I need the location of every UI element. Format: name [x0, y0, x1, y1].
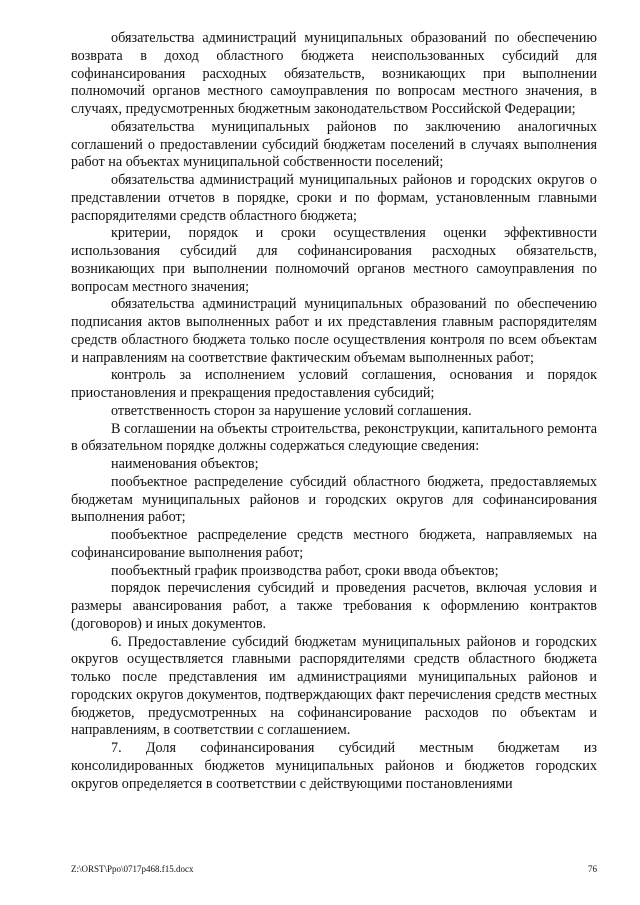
- paragraph: обязательства администраций муниципальных образований по обеспечению возврата в доход областного бюджета неиспользованных субсидий для софинансирования расходных обязательств, возникающих при выполнении полномочий органов местного самоуправления по вопросам местного значения, в случаях, предусмотренных бюджетным законодательством Российской Федерации;: [71, 30, 597, 117]
- paragraph: критерии, порядок и сроки осуществления оценки эффективности использования субсидий для софинансирования расходных обязательств, возникающих при выполнении полномочий органов местного самоуправления по вопросам местного значения;: [71, 225, 597, 295]
- paragraph: 6. Предоставление субсидий бюджетам муниципальных районов и городских округов осуществляется главными распорядителями средств областного бюджета только после представления им администрациями муниципальных районов и городских округов документов, подтверждающих факт перечисления средств местных бюджетов, предусмотренных на софинансирование расходов по объектам и направлениям, в соответствии с соглашением.: [71, 633, 597, 739]
- paragraph: обязательства муниципальных районов по заключению аналогичных соглашений о предоставлении субсидий бюджетам поселений в случаях выполнения работ на объектах муниципальной собственности поселений;: [71, 118, 597, 171]
- paragraph: контроль за исполнением условий соглашения, основания и порядок приостановления и прекращения предоставления субсидий;: [71, 367, 597, 401]
- paragraph: обязательства администраций муниципальных образований по обеспечению подписания актов выполненных работ и их представления главным распорядителям средств областного бюджета только после осуществления контроля по всем объектам и направлениям на соответствие фактическим объемам выполненных работ;: [71, 296, 597, 366]
- paragraph: наименования объектов;: [111, 456, 259, 472]
- paragraph: пообъектный график производства работ, сроки ввода объектов;: [111, 562, 499, 579]
- paragraph: порядок перечисления субсидий и проведения расчетов, включая условия и размеры авансирования работ, а также требования к оформлению контрактов (договоров) и иных документов.: [71, 580, 597, 632]
- document-body: [71, 30, 597, 793]
- paragraph: ответственность сторон за нарушение условий соглашения.: [111, 402, 472, 419]
- paragraph: 7. Доля софинансирования субсидий местным бюджетам из консолидированных бюджетов муниципальных районов и бюджетов городских округов определяется в соответствии с действующими постановлениями: [71, 740, 597, 792]
- paragraph: В соглашении на объекты строительства, реконструкции, капитального ремонта в обязательном порядке должны содержаться следующие сведения:: [71, 420, 597, 455]
- footer-file-path: Z:\ORST\Ppo\0717p468.f15.docx: [71, 864, 194, 874]
- paragraph: пообъектное распределение субсидий областного бюджета, предоставляемых бюджетам муниципальных районов и городских округов для софинансирования выполнения работ;: [71, 473, 597, 526]
- paragraph: обязательства администраций муниципальных районов и городских округов о представлении отчетов в порядке, сроки и по формам, установленным главными распорядителями средств областного бюджета;: [71, 172, 597, 224]
- page-number: 76: [588, 864, 597, 874]
- paragraph: пообъектное распределение средств местного бюджета, направляемых на софинансирование выполнения работ;: [71, 527, 597, 561]
